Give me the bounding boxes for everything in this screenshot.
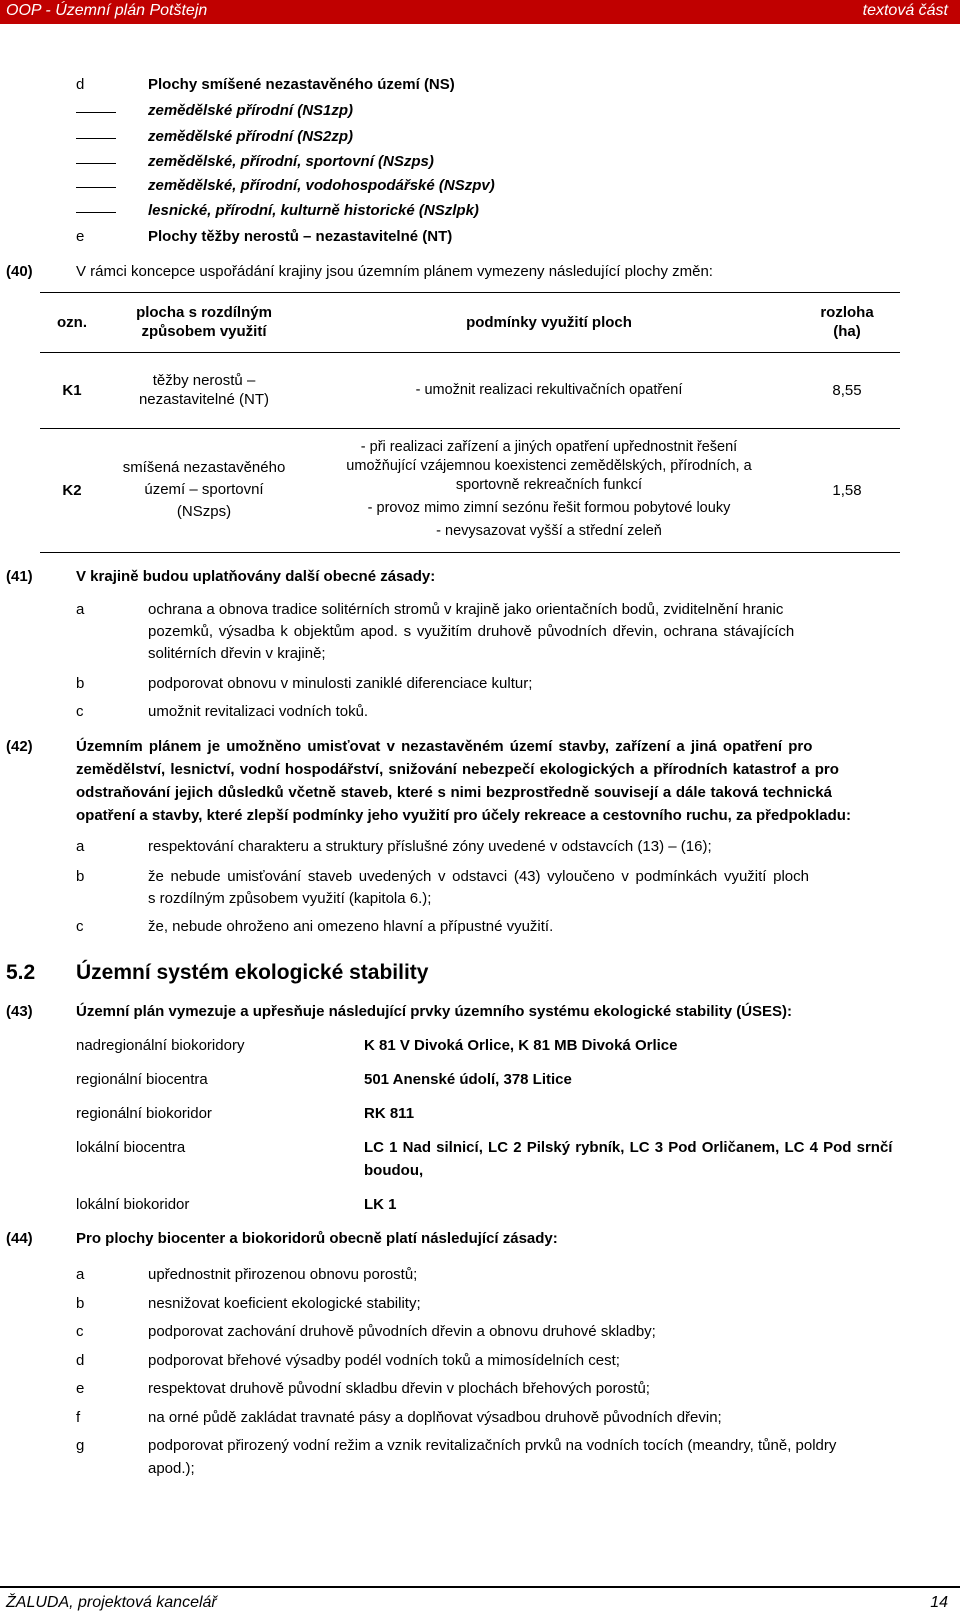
cell-rozloha: 8,55: [832, 381, 862, 399]
list-marker: g: [76, 1437, 85, 1454]
table-header-plocha: plocha s rozdílným způsobem využití: [136, 304, 272, 340]
footer-company: ŽALUDA, projektová kancelář: [6, 1594, 217, 1611]
list-marker: a: [76, 838, 85, 855]
paragraph-text: zemědělství, lesnictví, vodní hospodářství, snižování nebezpečí ekologických a přírodních katastrof a pro: [76, 761, 839, 778]
list-item: s rozdílným způsobem využití (kapitola 6.);: [148, 890, 432, 907]
table-header-ozn: ozn.: [57, 313, 87, 331]
cell-plocha: těžby nerostů – nezastavitelné (NT): [138, 372, 270, 408]
list-marker: a: [76, 1266, 85, 1283]
dash-marker: [76, 138, 116, 139]
cell-conditions: - při realizaci zařízení a jiných opatření upřednostnit řešení umožňující vzájemnou koexistenci zemědělských, přírodních, a sportovně rekreačních funkcí - provoz mimo zimní sezónu řešit formou pobytové louky - nevysazovat vyšší a střední zeleň: [346, 439, 752, 539]
paragraph-number: (40): [6, 263, 33, 280]
list-item: pozemků, výsadba k objektům apod. s využitím druhově původních dřevin, ochrana stávajících: [148, 623, 795, 640]
list-item: Plochy těžby nerostů – nezastavitelné (NT): [148, 228, 453, 245]
paragraph-number: (42): [6, 738, 33, 755]
list-marker: c: [76, 1323, 84, 1340]
uses-value: 501 Anenské údolí, 378 Litice: [364, 1071, 572, 1088]
uses-label: lokální biocentra: [76, 1139, 186, 1156]
list-item: podporovat břehové výsadby podél vodních toků a mimosídelních cest;: [148, 1352, 620, 1369]
uses-value: LK 1: [364, 1196, 397, 1213]
list-item: podporovat zachování druhově původních dřevin a obnovu druhové skladby;: [148, 1323, 656, 1340]
list-item: apod.);: [148, 1460, 195, 1477]
list-item: umožnit revitalizaci vodních toků.: [148, 703, 369, 720]
list-item: Plochy smíšené nezastavěného území (NS): [148, 76, 455, 93]
cell-ozn: K1: [62, 381, 82, 399]
paragraph-text: Územním plánem je umožněno umisťovat v nezastavěném území stavby, zařízení a jiná opatření pro: [76, 738, 813, 755]
list-marker: c: [76, 703, 84, 720]
list-item: podporovat obnovu v minulosti zaniklé diferenciace kultur;: [148, 675, 533, 692]
dash-marker: [76, 163, 116, 164]
paragraph-text: opatření a stavby, které zlepší podmínky jeho využití pro účely rekreace a cestovního ruchu, za předpokladu:: [76, 807, 851, 824]
paragraph-number: (41): [6, 568, 33, 585]
uses-label: regionální biocentra: [76, 1071, 208, 1088]
cell-rozloha: 1,58: [832, 481, 862, 499]
cell-conditions: - umožnit realizaci rekultivačních opatření: [415, 381, 683, 398]
uses-value: LC 1 Nad silnicí, LC 2 Pilský rybník, LC 3 Pod Orličanem, LC 4 Pod srnčí: [364, 1139, 893, 1156]
page-number: 14: [930, 1594, 948, 1611]
paragraph-text: Územní plán vymezuje a upřesňuje následující prvky územního systému ekologické stability (ÚSES):: [76, 1003, 793, 1020]
dash-marker: [76, 212, 116, 213]
list-marker: a: [76, 601, 85, 618]
cell-ozn: K2: [62, 481, 82, 499]
uses-value: RK 811: [364, 1105, 415, 1122]
list-item: že nebude umisťování staveb uvedených v odstavci (43) vyloučeno v podmínkách využití ploch: [148, 868, 809, 885]
header-doc-title: OOP - Územní plán Potštejn: [6, 2, 208, 19]
list-item: zemědělské přírodní (NS2zp): [148, 128, 354, 145]
paragraph-number: (44): [6, 1230, 33, 1247]
list-item: podporovat přirozený vodní režim a vznik revitalizačních prvků na vodních tocích (meandry, tůně, poldry: [148, 1437, 837, 1454]
list-item: že, nebude ohroženo ani omezeno hlavní a přípustné využití.: [148, 918, 554, 935]
page-header: [0, 0, 960, 24]
uses-value: boudou,: [364, 1162, 424, 1179]
uses-label: nadregionální biokoridory: [76, 1037, 245, 1054]
uses-value: K 81 V Divoká Orlice, K 81 MB Divoká Orlice: [364, 1037, 678, 1054]
cell-plocha: smíšená nezastavěného území – sportovní (NSzps): [122, 459, 286, 520]
list-marker: c: [76, 918, 84, 935]
paragraph-text: Pro plochy biocenter a biokoridorů obecně platí následující zásady:: [76, 1230, 558, 1247]
list-item: solitérních dřevin v krajině;: [148, 645, 326, 662]
list-marker: f: [76, 1409, 81, 1426]
dash-marker: [76, 112, 116, 113]
list-marker: b: [76, 675, 85, 692]
list-item: zemědělské, přírodní, sportovní (NSzps): [148, 153, 434, 170]
list-item: lesnické, přírodní, kulturně historické (NSzlpk): [148, 202, 479, 219]
uses-label: lokální biokoridor: [76, 1196, 190, 1213]
table-header-podminky: podmínky využití ploch: [466, 313, 632, 331]
list-marker: e: [76, 228, 85, 245]
list-item: respektovat druhově původní skladbu dřevin v plochách břehových porostů;: [148, 1380, 650, 1397]
dash-marker: [76, 187, 116, 188]
list-marker: e: [76, 1380, 85, 1397]
paragraph-text: odstraňování jejich důsledků včetně staveb, které s nimi bezprostředně souvisejí a dále taková technická: [76, 784, 832, 801]
list-marker: b: [76, 868, 85, 885]
list-item: ochrana a obnova tradice solitérních stromů v krajině jako orientačních bodů, zviditelnění hranic: [148, 601, 784, 618]
list-item: zemědělské přírodní (NS1zp): [148, 102, 354, 119]
list-item: nesnižovat koeficient ekologické stability;: [148, 1295, 421, 1312]
table-header-rozloha: rozloha (ha): [820, 304, 874, 340]
paragraph-text: V krajině budou uplatňovány další obecné zásady:: [76, 568, 436, 585]
section-title: Územní systém ekologické stability: [76, 961, 429, 984]
table-bottom-rule: [40, 552, 900, 553]
footer-rule: [0, 1586, 960, 1588]
list-marker: b: [76, 1295, 85, 1312]
list-item: respektování charakteru a struktury příslušné zóny uvedené v odstavcích (13) – (16);: [148, 838, 712, 855]
list-item: zemědělské, přírodní, vodohospodářské (NSzpv): [148, 177, 495, 194]
list-marker: d: [76, 76, 85, 93]
list-marker: d: [76, 1352, 85, 1369]
paragraph-number: (43): [6, 1003, 33, 1020]
header-section-label: textová část: [862, 2, 948, 19]
list-item: na orné půdě zakládat travnaté pásy a doplňovat výsadbou druhově původních dřevin;: [148, 1409, 722, 1426]
section-number: 5.2: [6, 961, 36, 984]
uses-label: regionální biokoridor: [76, 1105, 212, 1122]
list-item: upřednostnit přirozenou obnovu porostů;: [148, 1266, 418, 1283]
paragraph-text: V rámci koncepce uspořádání krajiny jsou územním plánem vymezeny následující plochy změn:: [76, 263, 713, 280]
